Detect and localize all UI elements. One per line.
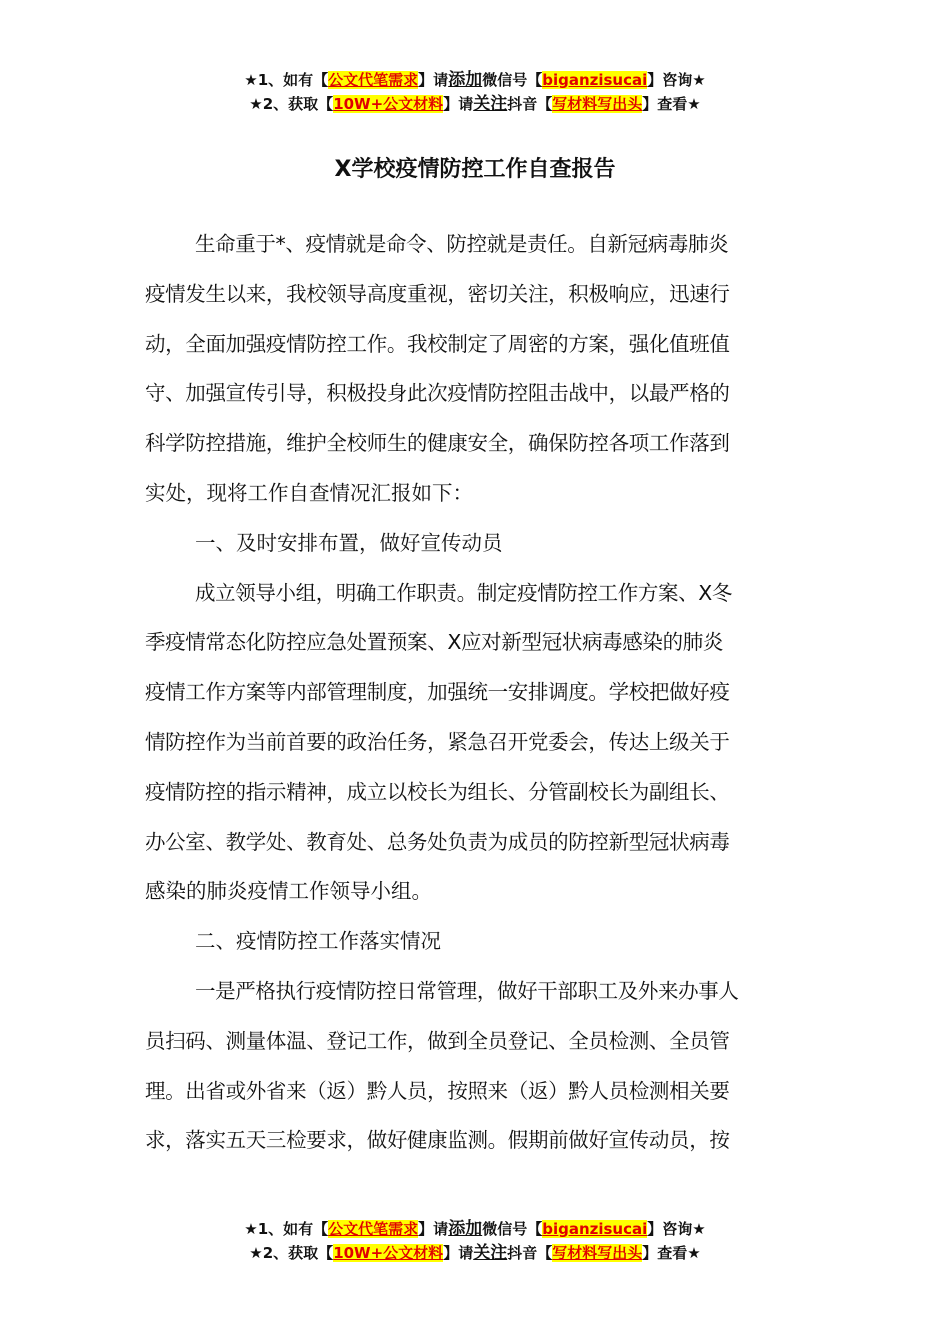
promo-banner-bottom [0,1217,950,1265]
text-line: 生命重于*、疫情就是命令、防控就是责任。自新冠病毒肺炎 [195,232,729,256]
promo-text: 】咨询★ [647,1220,706,1238]
promo-line-2 [0,92,950,116]
promo-text: ★2、获取【 [249,1244,334,1262]
promo-highlight: 公文代笔需求 [328,71,419,89]
text-line: 科学防控措施，维护全校师生的健康安全，确保防控各项工作落到 [145,431,730,456]
promo-text: ★1、如有【 [244,71,329,89]
promo-text: ★1、如有【 [244,1220,329,1238]
text-line: 疫情工作方案等内部管理制度，加强统一安排调度。学校把做好疫 [145,680,730,705]
text-line: 员扫码、测量体温、登记工作，做到全员登记、全员检测、全员管 [145,1028,730,1053]
promo-banner-top [0,68,950,116]
promo-highlight: 写材料写出头 [552,1244,643,1262]
promo-text: 】请 [418,1220,449,1238]
promo-emphasis: 关注 [473,1243,508,1263]
promo-text: 微信号【 [482,71,543,89]
promo-highlight: 写材料写出头 [552,95,643,113]
promo-text: 】请 [443,1244,474,1262]
promo-text: 抖音【 [507,95,553,113]
text-line: 一是严格执行疫情防控日常管理，做好干部职工及外来办事人 [195,978,739,1003]
promo-highlight: biganzisucai [542,1220,648,1238]
promo-highlight: 公文代笔需求 [328,1220,419,1238]
promo-text: 】请 [443,95,474,113]
text-line: 实处，现将工作自查情况汇报如下： [145,480,473,505]
text-line: 疫情防控的指示精神，成立以校长为组长、分管副校长为副组长、 [145,779,730,804]
text-line: 动，全面加强疫情防控工作。我校制定了周密的方案，强化值班值 [145,331,730,356]
text-line: 求，落实五天三检要求，做好健康监测。假期前做好宣传动员，按 [145,1128,730,1153]
promo-text: ★2、获取【 [249,95,334,113]
promo-highlight: 10W+公文材料 [333,1244,444,1262]
promo-text: 】请 [418,71,449,89]
text-line: 办公室、教学处、教育处、总务处负责为成员的防控新型冠状病毒 [145,829,730,854]
promo-text: 】查看★ [642,95,701,113]
text-line: 季疫情常态化防控应急处置预案、X应对新型冠状病毒感染的肺炎 [145,630,724,655]
promo-line-1 [0,68,950,92]
promo-emphasis: 添加 [448,70,483,90]
promo-highlight: biganzisucai [542,71,648,89]
promo-emphasis: 关注 [473,94,508,114]
promo-line-2 [0,1241,950,1265]
text-line: 二、疫情防控工作落实情况 [195,929,441,954]
text-line: 理。出省或外省来（返）黔人员，按照来（返）黔人员检测相关要 [145,1078,730,1103]
promo-highlight: 10W+公文材料 [333,95,444,113]
promo-text: 微信号【 [482,1220,543,1238]
promo-text: 抖音【 [507,1244,553,1262]
promo-text: 】查看★ [642,1244,701,1262]
document-title: X学校疫情防控工作自查报告 [334,157,616,182]
text-line: 守、加强宣传引导，积极投身此次疫情防控阻击战中，以最严格的 [145,381,730,406]
text-line: 疫情发生以来，我校领导高度重视，密切关注，积极响应，迅速行 [145,281,730,306]
text-line: 感染的肺炎疫情工作领导小组。 [145,879,432,904]
text-line: 一、及时安排布置，做好宣传动员 [195,530,503,555]
promo-text: 】咨询★ [647,71,706,89]
text-line: 情防控作为当前首要的政治任务，紧急召开党委会，传达上级关于 [145,729,730,754]
text-line: 成立领导小组，明确工作职责。制定疫情防控工作方案、X冬 [195,580,733,605]
promo-line-1 [0,1217,950,1241]
document-body [145,222,805,1168]
promo-emphasis: 添加 [448,1219,483,1239]
